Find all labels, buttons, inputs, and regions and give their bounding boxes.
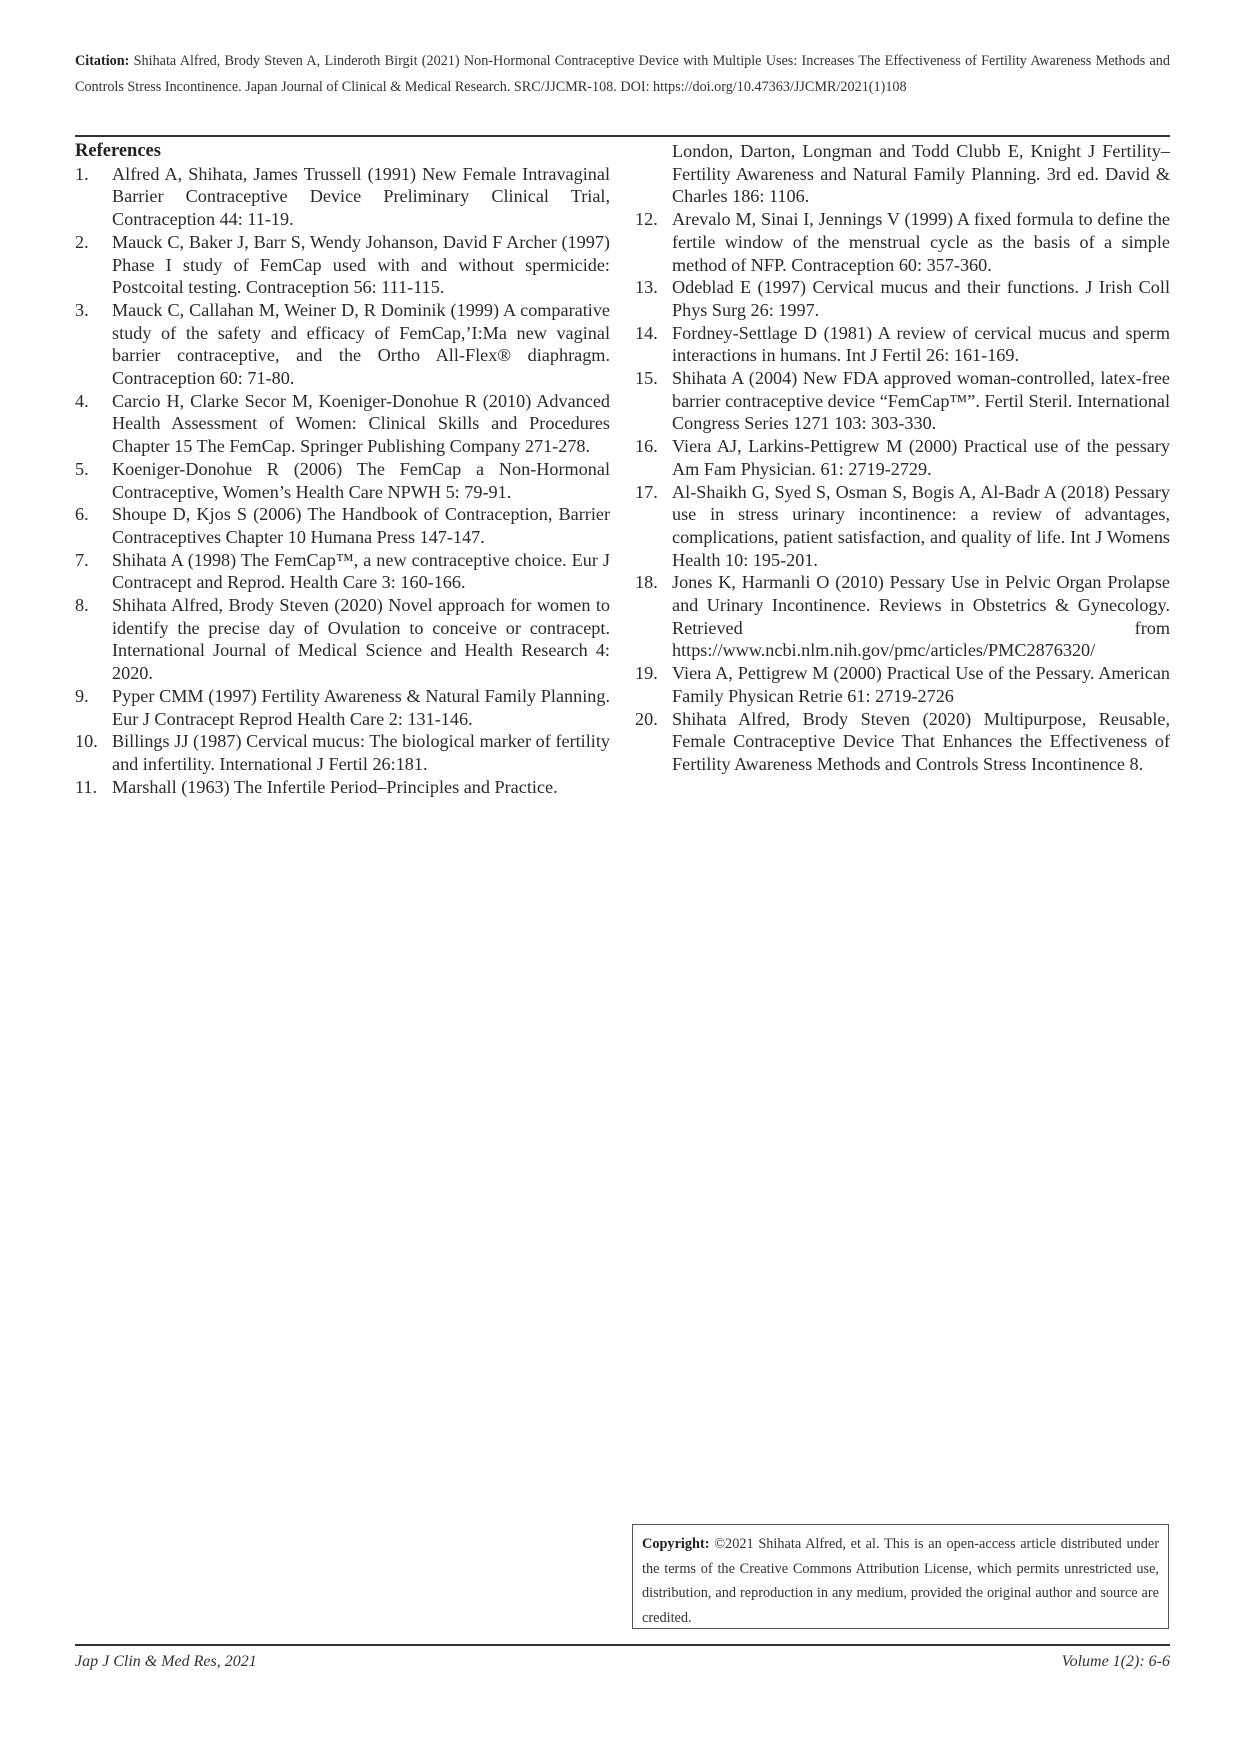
reference-text: Mauck C, Callahan M, Weiner D, R Dominik (1999) A comparative study of the safety and efficacy of FemCap,’I:Ma new vaginal barrier contraceptive, and the Ortho All-Flex® diaphragm. Contraception 60: 71-80. bbox=[112, 299, 610, 389]
reference-text: Shihata Alfred, Brody Steven (2020) Multipurpose, Reusable, Female Contraceptive Device That Enhances the Effectiveness of Fertility Awareness Methods and Controls Stress Incontinence 8. bbox=[672, 708, 1170, 774]
reference-item bbox=[635, 571, 1170, 662]
reference-text: Shoupe D, Kjos S (2006) The Handbook of Contraception, Barrier Contraceptives Chapter 10 Humana Press 147-147. bbox=[112, 504, 610, 547]
reference-item bbox=[635, 662, 1170, 707]
reference-text: Carcio H, Clarke Secor M, Koeniger-Donohue R (2010) Advanced Health Assessment of Women: Clinical Skills and Procedures Chapter 15 The FemCap. Springer Publishing Company 271-278. bbox=[112, 390, 610, 457]
reference-text: Odeblad E (1997) Cervical mucus and their functions. J Irish Coll Phys Surg 26: 1997. bbox=[672, 277, 1170, 320]
reference-number: 14. bbox=[635, 322, 658, 343]
header-divider bbox=[75, 135, 1170, 137]
reference-text: Marshall (1963) The Infertile Period–Principles and Practice. bbox=[112, 776, 558, 797]
reference-text: Pyper CMM (1997) Fertility Awareness & Natural Family Planning. Eur J Contracept Reprod Health Care 2: 131-146. bbox=[112, 685, 610, 729]
reference-number: 20. bbox=[635, 708, 658, 729]
reference-number: 18. bbox=[635, 572, 658, 593]
reference-number: 6. bbox=[75, 504, 89, 525]
reference-text: Shihata A (1998) The FemCap™, a new contraceptive choice. Eur J Contracept and Reprod. Health Care 3: 160-166. bbox=[112, 549, 610, 593]
reference-item bbox=[635, 708, 1170, 776]
reference-item bbox=[75, 549, 610, 594]
reference-number: 12. bbox=[635, 209, 658, 230]
reference-item bbox=[75, 458, 610, 503]
reference-number: 15. bbox=[635, 368, 658, 389]
reference-text: Shihata A (2004) New FDA approved woman-controlled, latex-free barrier contraceptive device “FemCap™”. Fertil Steril. International Congress Series 1271 103: 303-330. bbox=[672, 368, 1170, 434]
reference-item bbox=[75, 299, 610, 390]
reference-item bbox=[75, 163, 610, 231]
reference-item bbox=[75, 685, 610, 730]
reference-text: Arevalo M, Sinai I, Jennings V (1999) A fixed formula to define the fertile window of the menstrual cycle as the basis of a simple method of NFP. Contraception 60: 357-360. bbox=[672, 209, 1170, 275]
reference-number: 16. bbox=[635, 436, 658, 457]
reference-text: Billings JJ (1987) Cervical mucus: The biological marker of fertility and infertility. International J Fertil 26:181. bbox=[112, 731, 610, 774]
reference-item bbox=[75, 390, 610, 458]
footer-divider bbox=[75, 1644, 1170, 1646]
reference-continuation: London, Darton, Longman and Todd Clubb E, Knight J Fertility–Fertility Awareness and Natural Family Planning. 3rd ed. David & Charles 186: 1106. bbox=[672, 141, 1170, 207]
reference-item bbox=[75, 503, 610, 548]
reference-number: 8. bbox=[75, 595, 89, 616]
reference-item bbox=[635, 322, 1170, 367]
reference-text: Koeniger-Donohue R (2006) The FemCap a Non-Hormonal Contraceptive, Women’s Health Care NPWH 5: 79-91. bbox=[112, 458, 610, 502]
reference-number: 5. bbox=[75, 458, 89, 479]
reference-item bbox=[635, 481, 1170, 572]
reference-number: 2. bbox=[75, 231, 89, 252]
reference-item bbox=[635, 208, 1170, 276]
footer-journal: Jap J Clin & Med Res, 2021 bbox=[75, 1653, 257, 1670]
reference-item bbox=[75, 594, 610, 685]
reference-item bbox=[635, 367, 1170, 435]
copyright-box bbox=[632, 1524, 1169, 1629]
reference-number: 3. bbox=[75, 299, 89, 320]
citation-block bbox=[75, 48, 1170, 100]
reference-text: Shihata Alfred, Brody Steven (2020) Novel approach for women to identify the precise day of Ovulation to conceive or contracept. International Journal of Medical Science and Health Research 4: 2020. bbox=[112, 595, 610, 684]
reference-number: 10. bbox=[75, 731, 98, 752]
reference-item bbox=[75, 776, 610, 799]
references-column-left bbox=[75, 140, 610, 798]
reference-text: Mauck C, Baker J, Barr S, Wendy Johanson, David F Archer (1997) Phase I study of FemCap used with and without spermicide: Postcoital testing. Contraception 56: 111-115. bbox=[112, 231, 610, 298]
reference-item bbox=[75, 730, 610, 775]
reference-text: Al-Shaikh G, Syed S, Osman S, Bogis A, Al-Badr A (2018) Pessary use in stress urinary incontinence: a review of advantages, complications, patient satisfaction, and quality of life. Int J Womens Health 10: 195-201. bbox=[672, 481, 1170, 570]
reference-text: Fordney-Settlage D (1981) A review of cervical mucus and sperm interactions in humans. Int J Fertil 26: 161-169. bbox=[672, 322, 1170, 366]
reference-item bbox=[635, 435, 1170, 480]
citation-text: Shihata Alfred, Brody Steven A, Linderoth Birgit (2021) Non-Hormonal Contraceptive Device with Multiple Uses: Increases The Effectiveness of Fertility Awareness Methods and Controls Stress Incontinence. Japan Journal of Clinical & Medical Research. SRC/JJCMR-108. DOI: https://doi.org/10.47363/JJCMR/2021(1)108 bbox=[75, 53, 1170, 95]
copyright-label: Copyright: bbox=[642, 1536, 710, 1552]
reference-item bbox=[75, 231, 610, 299]
reference-number: 17. bbox=[635, 481, 658, 502]
reference-number: 19. bbox=[635, 663, 658, 684]
reference-number: 13. bbox=[635, 277, 658, 298]
reference-number: 4. bbox=[75, 390, 89, 411]
reference-text: Viera A, Pettigrew M (2000) Practical Use of the Pessary. American Family Physican Retrie 61: 2719-2726 bbox=[672, 663, 1170, 706]
reference-text: Viera AJ, Larkins-Pettigrew M (2000) Practical use of the pessary Am Fam Physician. 61: 2719-2729. bbox=[672, 436, 1170, 479]
citation-label: Citation: bbox=[75, 53, 130, 69]
reference-number: 11. bbox=[75, 776, 98, 797]
references-heading: References bbox=[75, 141, 161, 161]
reference-number: 1. bbox=[75, 163, 89, 184]
reference-item bbox=[635, 276, 1170, 321]
references-column-right bbox=[635, 140, 1170, 776]
copyright-text: ©2021 Shihata Alfred, et al. This is an open-access article distributed under the terms of the Creative Commons Attribution License, which permits unrestricted use, distribution, and reproduction in any medium, provided the original author and source are credited. bbox=[642, 1536, 1159, 1627]
reference-number: 7. bbox=[75, 549, 89, 570]
reference-text: Alfred A, Shihata, James Trussell (1991) New Female Intravaginal Barrier Contraceptive Device Preliminary Clinical Trial, Contraception 44: 11-19. bbox=[112, 163, 610, 230]
footer-volume: Volume 1(2): 6-6 bbox=[1061, 1653, 1170, 1670]
reference-number: 9. bbox=[75, 685, 89, 706]
reference-text: Jones K, Harmanli O (2010) Pessary Use in Pelvic Organ Prolapse and Urinary Incontinence. Reviews in Obstetrics & Gynecology. Retrieved from https://www.ncbi.nlm.nih.gov/pmc/articles/PMC2876320/ bbox=[672, 572, 1170, 661]
